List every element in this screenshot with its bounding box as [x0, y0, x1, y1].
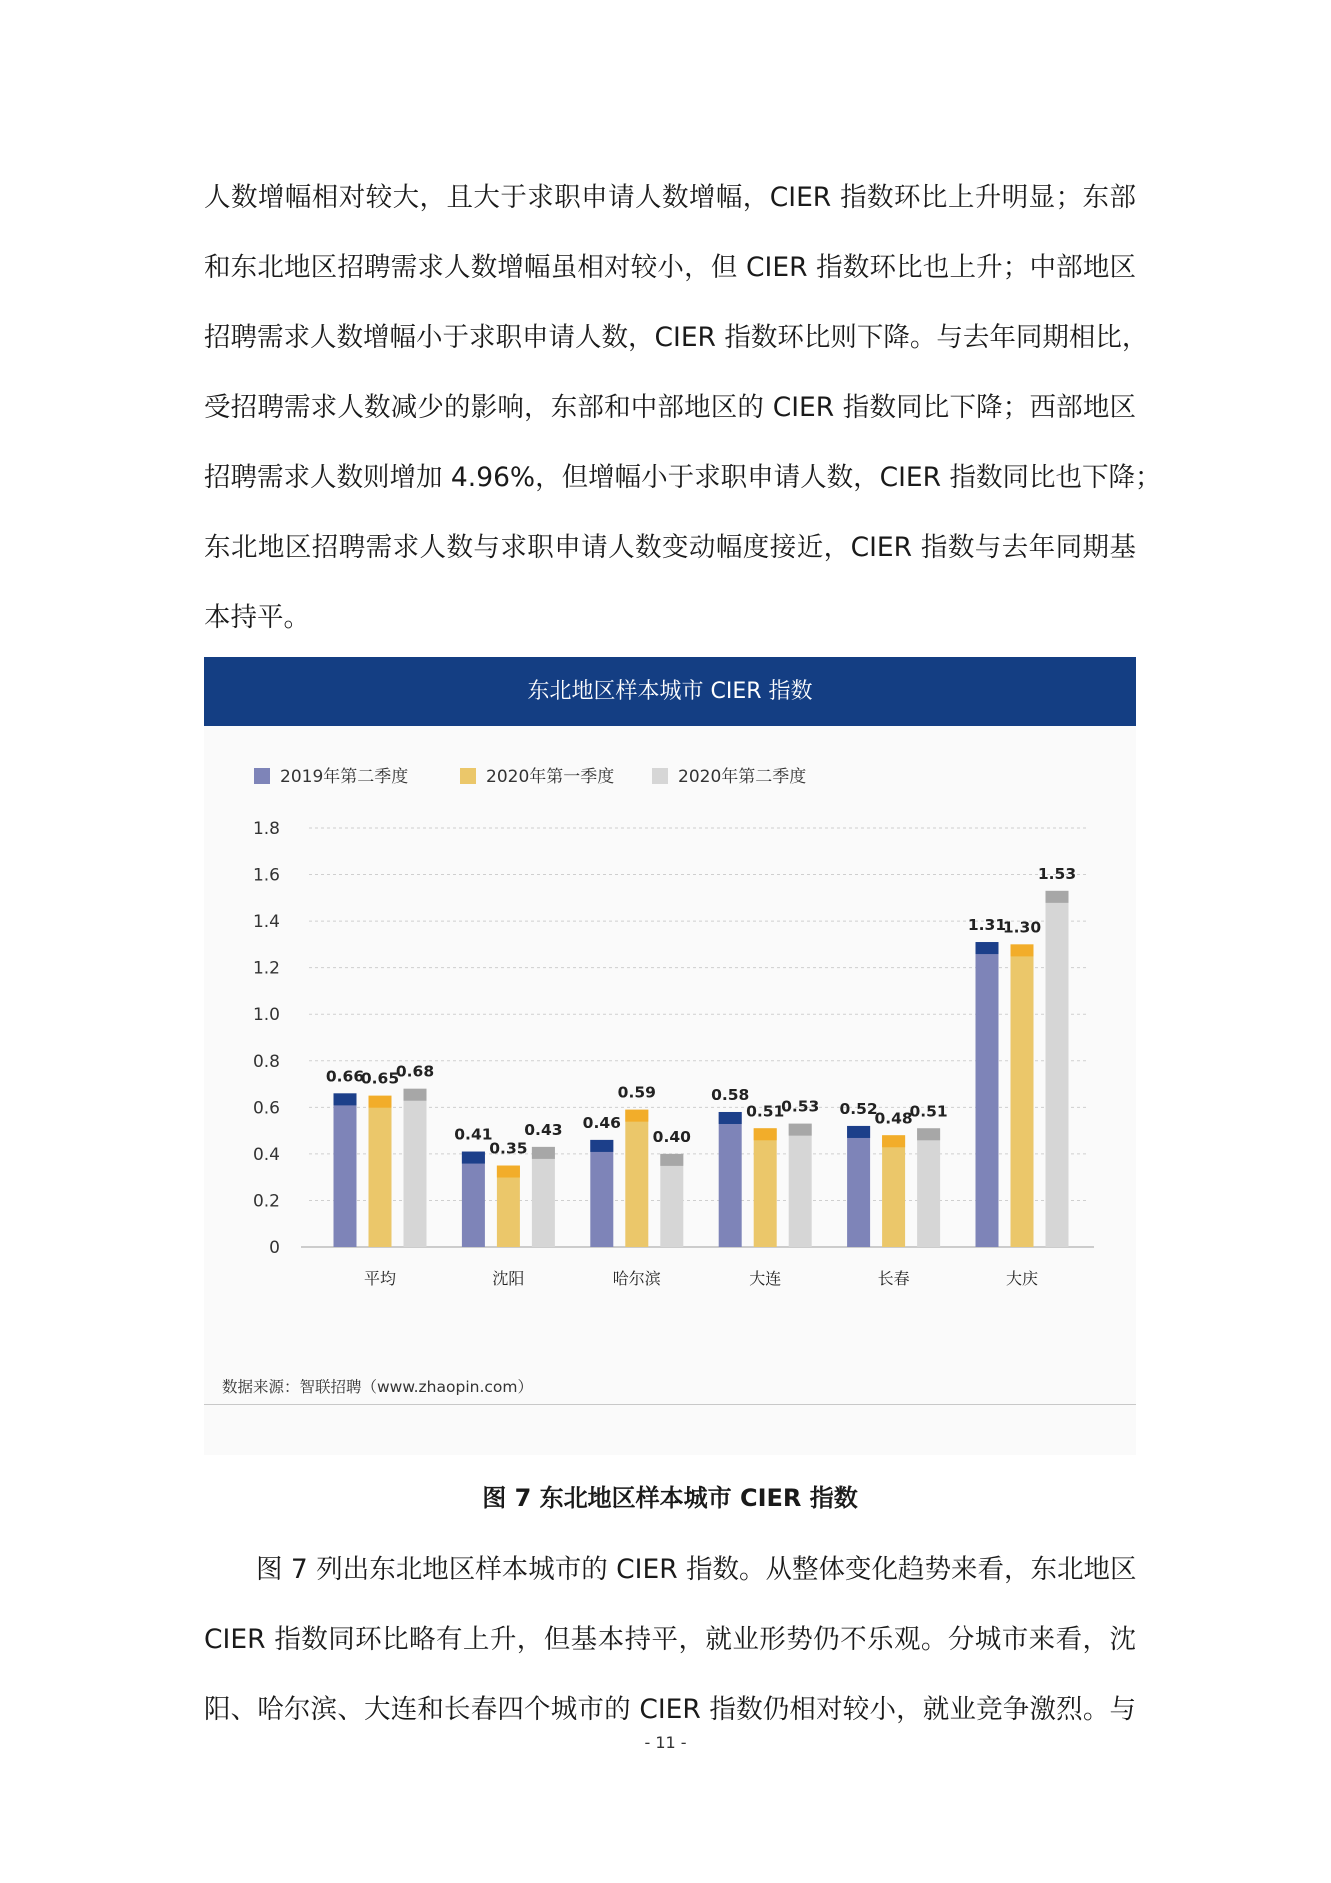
x-tick-label: 平均	[363, 1269, 397, 1288]
y-tick-label: 0	[269, 1238, 280, 1258]
data-label: 0.66	[325, 1067, 365, 1086]
data-label: 0.51	[909, 1102, 948, 1121]
y-tick-label: 1.6	[252, 865, 280, 886]
y-tick-label: 0.4	[252, 1144, 280, 1165]
y-tick-label: 1.2	[252, 958, 280, 979]
y-tick-label: 0.8	[252, 1051, 280, 1072]
figure-title: 东北地区样本城市 CIER 指数	[204, 657, 1136, 726]
divider	[204, 1404, 1136, 1405]
bar	[847, 1126, 870, 1247]
paragraph-bottom	[204, 1535, 1136, 1745]
bar	[917, 1128, 940, 1247]
paragraph-top	[204, 163, 1162, 653]
data-label: 0.46	[582, 1113, 621, 1132]
bar	[789, 1124, 812, 1247]
paragraph-line: 受招聘需求人数减少的影响，东部和中部地区的 CIER 指数同比下降；西部地区	[204, 392, 1136, 423]
paragraph-line: CIER 指数同环比略有上升，但基本持平，就业形势仍不乐观。分城市来看，沈	[204, 1624, 1136, 1655]
paragraph-line: 招聘需求人数增幅小于求职申请人数，CIER 指数环比则下降。与去年同期相比，	[204, 322, 1149, 353]
bar-cap	[1011, 944, 1034, 956]
bar-cap	[462, 1152, 485, 1164]
figure-panel	[204, 657, 1136, 1455]
bar	[334, 1093, 357, 1247]
data-label: 0.35	[489, 1139, 528, 1158]
paragraph-line: 东北地区招聘需求人数与求职申请人数变动幅度接近，CIER 指数与去年同期基	[204, 532, 1136, 563]
figure-caption: 图 7 东北地区样本城市 CIER 指数	[482, 1484, 858, 1512]
bar-cap	[882, 1135, 905, 1147]
data-label: 0.43	[524, 1120, 563, 1139]
bar	[754, 1128, 777, 1247]
data-label: 1.53	[1037, 864, 1077, 883]
paragraph-line: 图 7 列出东北地区样本城市的 CIER 指数。从整体变化趋势来看，东北地区	[256, 1554, 1137, 1585]
x-tick-label: 哈尔滨	[612, 1269, 661, 1288]
x-tick-label: 大庆	[1005, 1269, 1039, 1288]
bar	[497, 1166, 520, 1247]
bar-cap	[404, 1089, 427, 1101]
bar-cap	[1046, 891, 1069, 903]
x-tick-label: 沈阳	[492, 1269, 525, 1288]
data-label: 1.30	[1002, 918, 1042, 937]
bar	[625, 1110, 648, 1247]
bar	[532, 1147, 555, 1247]
bar-cap	[719, 1112, 742, 1124]
page-number: - 11 -	[644, 1733, 687, 1752]
bar	[719, 1112, 742, 1247]
legend-label: 2020年第一季度	[486, 767, 615, 787]
bar-cap	[497, 1166, 520, 1178]
bar	[1011, 944, 1034, 1247]
bar	[462, 1152, 485, 1247]
y-tick-label: 1.0	[252, 1005, 280, 1026]
bar	[1046, 891, 1069, 1247]
bar-cap	[532, 1147, 555, 1159]
y-tick-label: 0.6	[252, 1098, 280, 1119]
bar-cap	[334, 1093, 357, 1105]
data-label: 0.53	[781, 1097, 820, 1116]
data-label: 0.52	[839, 1099, 878, 1118]
paragraph-line: 人数增幅相对较大，且大于求职申请人数增幅，CIER 指数环比上升明显；东部	[204, 182, 1136, 213]
bar	[369, 1096, 392, 1247]
bar	[404, 1089, 427, 1247]
bar-cap	[754, 1128, 777, 1140]
data-label: 0.58	[711, 1085, 750, 1104]
bar	[976, 942, 999, 1247]
bar-cap	[917, 1128, 940, 1140]
x-tick-label: 大连	[749, 1269, 782, 1288]
data-label: 0.40	[652, 1127, 691, 1146]
bar-cap	[976, 942, 999, 954]
data-label: 0.68	[395, 1062, 435, 1081]
y-tick-label: 1.4	[252, 912, 280, 933]
legend-swatch	[652, 768, 668, 784]
legend-swatch	[460, 768, 476, 784]
bar-chart	[204, 807, 1136, 1367]
bar	[660, 1154, 683, 1247]
data-label: 0.65	[360, 1069, 400, 1088]
x-tick-label: 长春	[877, 1269, 910, 1288]
bar-cap	[625, 1110, 648, 1122]
data-label: 0.51	[746, 1102, 785, 1121]
y-tick-label: 1.8	[252, 819, 280, 839]
bar-cap	[590, 1140, 613, 1152]
legend-swatch	[254, 768, 270, 784]
data-source-note: 数据来源：智联招聘（www.zhaopin.com）	[222, 1378, 533, 1396]
legend-label: 2020年第二季度	[678, 767, 807, 787]
data-label: 0.41	[454, 1125, 493, 1144]
legend-item	[652, 762, 806, 792]
paragraph-line: 招聘需求人数则增加 4.96%，但增幅小于求职申请人数，CIER 指数同比也下降；	[204, 462, 1162, 493]
legend-item	[254, 762, 408, 792]
data-label: 1.31	[967, 916, 1007, 935]
data-label: 0.48	[874, 1109, 913, 1128]
legend-label: 2019年第二季度	[280, 767, 409, 787]
bar	[590, 1140, 613, 1247]
y-tick-label: 0.2	[252, 1191, 280, 1212]
bar-cap	[789, 1124, 812, 1136]
data-label: 0.59	[617, 1083, 656, 1102]
paragraph-line: 阳、哈尔滨、大连和长春四个城市的 CIER 指数仍相对较小，就业竞争激烈。与	[204, 1694, 1136, 1725]
bar-cap	[369, 1096, 392, 1108]
bar	[882, 1135, 905, 1247]
paragraph-line: 和东北地区招聘需求人数增幅虽相对较小，但 CIER 指数环比也上升；中部地区	[204, 252, 1136, 283]
legend-item	[460, 762, 614, 792]
paragraph-line: 本持平。	[204, 602, 310, 633]
bar-cap	[660, 1154, 683, 1166]
bar-cap	[847, 1126, 870, 1138]
